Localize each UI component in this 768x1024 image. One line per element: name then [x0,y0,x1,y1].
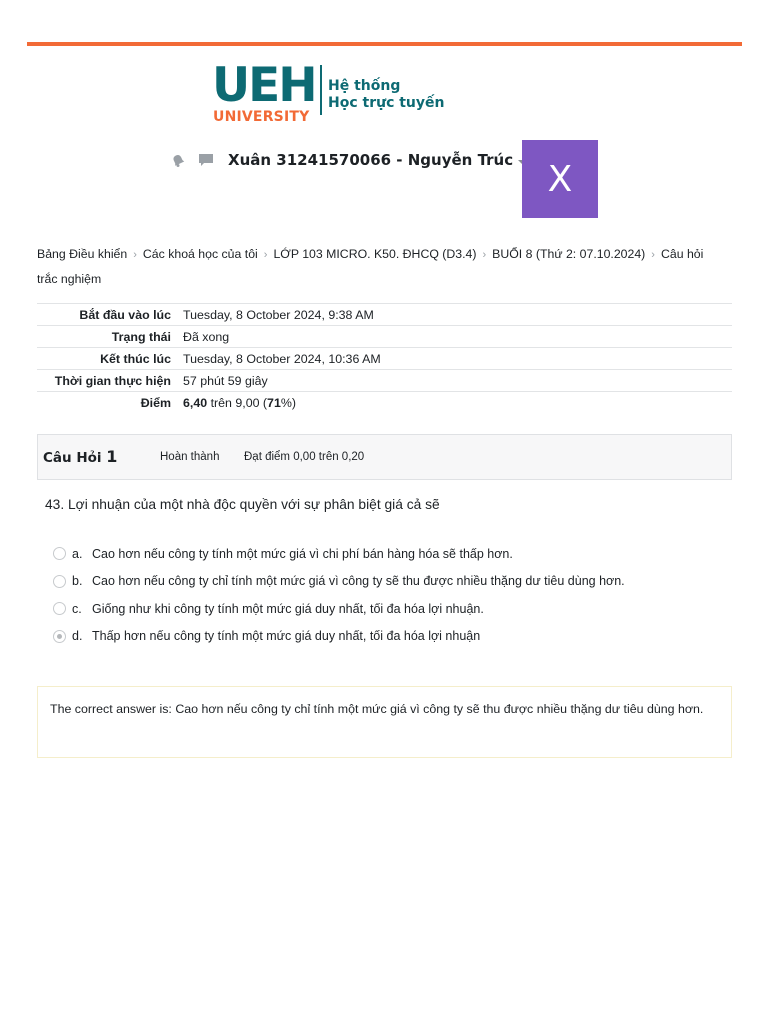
summary-row-time-taken [37,370,732,392]
answer-text: Thấp hơn nếu công ty tính một mức giá duy nhất, tối đa hóa lợi nhuận [92,629,481,644]
header-accent-bar [27,42,742,46]
summary-row-grade [37,392,732,414]
chevron-right-icon: › [482,249,487,261]
answer-text: Cao hơn nếu công ty chỉ tính một mức giá vì công ty sẽ thu được nhiều thặng dư tiêu dùng hơn. [92,574,625,589]
question-info-box [37,434,732,480]
user-name[interactable]: Xuân 31241570066 - Nguyễn Trúc [228,151,514,169]
breadcrumb-section[interactable]: BUỔI 8 (Thứ 2: 07.10.2024) [492,247,646,261]
radio-button[interactable] [53,575,66,588]
question-grade: Đạt điểm 0,00 trên 0,20 [244,451,365,463]
summary-row-started [37,304,732,326]
summary-row-completed [37,348,732,370]
question-text: 43. Lợi nhuận của một nhà độc quyền với sự phân biệt giá cả sẽ [45,497,440,512]
user-menu-row [170,146,526,174]
summary-value: Đã xong [183,329,230,344]
answer-letter: b. [72,574,83,589]
question-state: Hoàn thành [160,451,220,463]
breadcrumb-course[interactable]: LỚP 103 MICRO. K50. ĐHCQ (D3.4) [273,247,477,261]
summary-value: 57 phút 59 giây [183,373,268,388]
grade-middle: trên 9,00 ( [207,395,268,410]
correct-answer-feedback: The correct answer is: Cao hơn nếu công ty chỉ tính một mức giá vì công ty sẽ thu được nhiều thặng dư tiêu dùng hơn. [37,686,732,758]
chevron-right-icon: › [651,249,655,261]
site-logo[interactable] [212,58,452,126]
bell-icon[interactable] [170,152,186,168]
summary-label: Điểm [140,395,171,410]
radio-button[interactable] [53,602,66,615]
question-number [43,447,117,466]
summary-value: Tuesday, 8 October 2024, 10:36 AM [183,351,381,366]
breadcrumb-dashboard[interactable]: Bảng Điều khiển [37,247,128,261]
grade-end: %) [280,395,296,410]
question-number-value: 1 [106,447,118,466]
summary-row-state [37,326,732,348]
breadcrumb [37,242,727,291]
summary-label: Trạng thái [111,329,171,344]
logo-system-line1: Hệ thống [328,78,401,94]
summary-label: Thời gian thực hiện [54,373,171,388]
logo-university-text: UNIVERSITY [213,109,310,125]
answer-text: Cao hơn nếu công ty tính một mức giá vì chi phí bán hàng hóa sẽ thấp hơn. [92,546,513,561]
answer-list [53,540,733,650]
answer-letter: d. [72,629,83,644]
answer-letter: a. [72,546,83,561]
radio-button-selected[interactable] [53,630,66,643]
summary-grade-value [177,392,732,414]
chevron-right-icon: › [133,249,137,261]
answer-option-a[interactable] [53,540,733,568]
avatar-letter: X [547,158,573,200]
logo-ueh-text: UEH [212,58,316,113]
grade-score: 6,40 [183,395,208,410]
answer-letter: c. [72,601,82,616]
answer-option-c[interactable] [53,595,733,623]
avatar[interactable] [522,140,598,218]
breadcrumb-quiz[interactable]: Câu hỏi trắc nghiệm [37,247,704,286]
attempt-summary-table [37,303,732,414]
chevron-right-icon: › [263,249,268,261]
summary-value: Tuesday, 8 October 2024, 9:38 AM [183,307,374,322]
breadcrumb-my-courses[interactable]: Các khoá học của tôi [142,247,258,261]
grade-percent: 71 [267,395,281,410]
summary-label: Kết thúc lúc [100,351,171,366]
logo-system-line2: Học trực tuyến [328,95,445,111]
summary-label: Bắt đầu vào lúc [79,307,171,322]
answer-text: Giống như khi công ty tính một mức giá duy nhất, tối đa hóa lợi nhuận. [92,601,484,616]
radio-button[interactable] [53,547,66,560]
logo-divider [320,65,322,115]
answer-option-b[interactable] [53,568,733,596]
question-label: Câu Hỏi [43,450,102,466]
chat-icon[interactable] [198,152,214,168]
answer-option-d[interactable] [53,623,733,651]
